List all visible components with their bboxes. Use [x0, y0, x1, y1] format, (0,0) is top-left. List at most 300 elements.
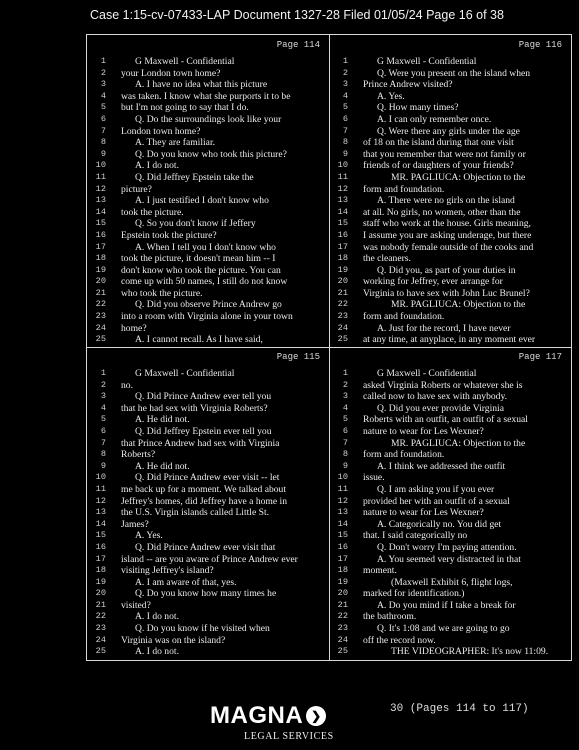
line-text: Q. Were there any girls under the age	[377, 125, 520, 137]
line-text: (Maxwell Exhibit 6, flight logs,	[391, 576, 513, 588]
line-number: 17	[337, 241, 348, 252]
line-text: Q. Do you know how many times he	[135, 588, 277, 600]
line-number: 8	[100, 449, 106, 460]
transcript-page-115	[87, 347, 329, 659]
page-number: Page 115	[276, 352, 320, 362]
line-text: marked for identification.)	[363, 588, 465, 600]
line-text: the bathroom.	[363, 611, 417, 623]
line-text: took the picture.	[121, 206, 184, 218]
transcript-line	[329, 276, 571, 288]
line-text: THE VIDEOGRAPHER: It's now 11:09.	[391, 646, 549, 658]
line-text: of 18 on the island during that one visit	[363, 137, 514, 149]
transcript-line	[87, 114, 329, 126]
line-number: 10	[95, 160, 106, 171]
line-number: 10	[337, 472, 348, 483]
line-text: Q. So you don't know if Jeffery	[135, 218, 256, 230]
line-number: 2	[100, 379, 106, 390]
line-text: Virginia was on the island?	[121, 634, 226, 646]
line-text: Q. Did Jeffrey Epstein ever tell you	[135, 425, 272, 437]
transcript-line	[87, 149, 329, 161]
line-number: 14	[337, 206, 348, 217]
transcript-line	[87, 391, 329, 403]
transcript-line	[87, 56, 329, 68]
line-number: 6	[100, 425, 106, 436]
line-number: 5	[100, 102, 106, 113]
transcript-line	[87, 172, 329, 184]
line-number: 16	[95, 541, 106, 552]
transcript-line	[87, 507, 329, 519]
line-number: 7	[100, 437, 106, 448]
line-text: the cleaners.	[363, 253, 411, 265]
transcript-line	[87, 311, 329, 323]
line-number: 20	[337, 588, 348, 599]
line-text: London town home?	[121, 125, 201, 137]
transcript-line	[87, 184, 329, 196]
line-text: Q. Did Jeffrey Epstein take the	[135, 171, 254, 183]
transcript-line	[87, 160, 329, 172]
line-text: A. They are familiar.	[135, 137, 216, 149]
line-number: 22	[337, 611, 348, 622]
line-text: Q. Did Prince Andrew ever visit -- let	[135, 472, 280, 484]
line-text: me back up for a moment. We talked about	[121, 483, 287, 495]
line-text: A. Categorically no. You did get	[377, 518, 502, 530]
transcript-lines	[87, 56, 329, 346]
line-text: Jeffrey's homes, did Jeffrey have a home in	[121, 495, 288, 507]
line-number: 9	[100, 460, 106, 471]
line-number: 2	[342, 379, 348, 390]
transcript-line	[329, 519, 571, 531]
line-number: 3	[100, 79, 106, 90]
footer-page-range: 30 (Pages 114 to 117)	[390, 703, 529, 715]
transcript-line	[87, 265, 329, 277]
line-text: Q. Do the surroundings look like your	[135, 113, 282, 125]
line-number: 16	[337, 541, 348, 552]
line-text: Q. How many times?	[377, 102, 459, 114]
line-text: Q. Don't worry I'm paying attention.	[377, 541, 517, 553]
line-text: nature to wear for Les Wexner?	[363, 425, 484, 437]
line-number: 21	[95, 287, 106, 298]
transcript-line	[87, 438, 329, 450]
line-number: 15	[337, 530, 348, 541]
line-number: 5	[342, 414, 348, 425]
transcript-line	[87, 276, 329, 288]
line-text: G Maxwell - Confidential	[135, 56, 235, 67]
line-number: 24	[337, 322, 348, 333]
line-text: A. Yes.	[377, 90, 405, 102]
line-number: 23	[95, 623, 106, 634]
line-number: 16	[95, 229, 106, 240]
transcript-line	[329, 160, 571, 172]
line-text: Q. Did you, as part of your duties in	[377, 264, 516, 276]
line-number: 3	[342, 391, 348, 402]
transcript-line	[87, 380, 329, 392]
transcript-line	[329, 565, 571, 577]
line-number: 23	[95, 311, 106, 322]
line-number: 23	[337, 311, 348, 322]
line-text: A. I just testified I don't know who	[135, 195, 269, 207]
line-number: 21	[95, 599, 106, 610]
line-number: 1	[342, 368, 348, 378]
line-number: 11	[337, 483, 348, 494]
line-text: that he had sex with Virginia Roberts?	[121, 402, 268, 414]
transcript-line	[87, 646, 329, 658]
transcript-line	[87, 68, 329, 80]
transcript-line	[87, 368, 329, 380]
transcript-line	[87, 126, 329, 138]
line-number: 4	[100, 90, 106, 101]
line-text: A. He did not.	[135, 460, 190, 472]
transcript-lines	[329, 368, 571, 658]
line-number: 17	[337, 553, 348, 564]
line-text: island -- are you aware of Prince Andrew ever	[121, 553, 298, 565]
line-text: asked Virginia Roberts or whatever she is	[363, 379, 523, 391]
line-number: 17	[95, 241, 106, 252]
line-text: Virginia to have sex with John Luc Brunel?	[363, 287, 530, 299]
transcript-line	[87, 554, 329, 566]
line-text: A. I cannot recall. As I have said,	[135, 334, 263, 346]
transcript-line	[329, 635, 571, 647]
line-number: 14	[95, 206, 106, 217]
line-number: 8	[100, 137, 106, 148]
line-number: 2	[342, 67, 348, 78]
line-text: was nobody female outside of the cooks and	[363, 241, 534, 253]
transcript-line	[87, 334, 329, 346]
line-text: that Prince Andrew had sex with Virginia	[121, 437, 280, 449]
transcript-line	[329, 68, 571, 80]
line-text: home?	[121, 322, 147, 334]
logo-subtitle: LEGAL SERVICES	[244, 731, 334, 742]
line-number: 6	[342, 113, 348, 124]
transcript-line	[329, 496, 571, 508]
line-text: A. I think we addressed the outfit	[377, 460, 506, 472]
transcript-line	[87, 426, 329, 438]
line-text: Q. It's 1:08 and we are going to go	[377, 623, 510, 635]
line-number: 10	[337, 160, 348, 171]
transcript-line	[329, 253, 571, 265]
line-number: 13	[337, 507, 348, 518]
transcript-line	[87, 588, 329, 600]
transcript-line	[87, 611, 329, 623]
line-number: 14	[337, 518, 348, 529]
transcript-line	[329, 79, 571, 91]
line-number: 22	[95, 299, 106, 310]
line-text: Epstein took the picture?	[121, 229, 217, 241]
line-number: 7	[100, 125, 106, 136]
line-text: A. I do not.	[135, 160, 179, 172]
transcript-line	[329, 218, 571, 230]
transcript-line	[87, 461, 329, 473]
line-number: 18	[95, 565, 106, 576]
transcript-line	[329, 299, 571, 311]
line-text: visited?	[121, 599, 151, 611]
line-number: 7	[342, 437, 348, 448]
line-number: 13	[95, 195, 106, 206]
line-text: A. Just for the record, I have never	[377, 322, 511, 334]
line-text: A. I can only remember once.	[377, 113, 492, 125]
line-number: 11	[337, 171, 348, 182]
transcript-page-117	[329, 347, 571, 659]
line-text: MR. PAGLIUCA: Objection to the	[391, 299, 526, 311]
line-text: G Maxwell - Confidential	[377, 368, 477, 379]
line-number: 12	[337, 183, 348, 194]
line-number: 3	[100, 391, 106, 402]
transcript-line	[87, 403, 329, 415]
transcript-line	[329, 507, 571, 519]
line-text: picture?	[121, 183, 152, 195]
line-text: that you remember that were not family or	[363, 148, 526, 160]
transcript-line	[87, 519, 329, 531]
line-text: Roberts with an outfit, an outfit of a sexual	[363, 414, 528, 426]
line-text: your London town home?	[121, 67, 221, 79]
line-number: 23	[337, 623, 348, 634]
page-number: Page 117	[518, 352, 562, 362]
line-number: 19	[95, 264, 106, 275]
line-number: 25	[337, 646, 348, 657]
transcript-line	[329, 207, 571, 219]
line-text: A. I have no idea what this picture	[135, 79, 268, 91]
line-text: moment.	[363, 565, 397, 577]
transcript-line	[87, 242, 329, 254]
line-text: A. There were no girls on the island	[377, 195, 515, 207]
line-number: 1	[100, 368, 106, 378]
transcript-line	[329, 426, 571, 438]
line-text: Prince Andrew visited?	[363, 79, 453, 91]
transcript-line	[87, 253, 329, 265]
line-text: working for Jeffrey, ever arrange for	[363, 276, 503, 288]
line-number: 14	[95, 518, 106, 529]
line-number: 8	[342, 449, 348, 460]
transcript-line	[87, 79, 329, 91]
transcript-line	[329, 449, 571, 461]
line-number: 25	[337, 334, 348, 345]
line-text: Q. Do you know if he visited when	[135, 623, 270, 635]
line-text: G Maxwell - Confidential	[135, 368, 235, 379]
line-text: A. Do you mind if I take a break for	[377, 599, 516, 611]
transcript-line	[329, 195, 571, 207]
line-number: 15	[337, 218, 348, 229]
transcript-line	[87, 542, 329, 554]
transcript-line	[329, 438, 571, 450]
line-number: 22	[95, 611, 106, 622]
line-text: A. I do not.	[135, 611, 179, 623]
line-number: 3	[342, 79, 348, 90]
line-number: 12	[337, 495, 348, 506]
line-number: 25	[95, 646, 106, 657]
page-number: Page 116	[518, 40, 562, 50]
line-number: 4	[342, 90, 348, 101]
transcript-line	[329, 623, 571, 635]
line-text: at all. No girls, no women, other than the	[363, 206, 521, 218]
transcript-line	[329, 542, 571, 554]
transcript-line	[329, 588, 571, 600]
line-number: 19	[337, 576, 348, 587]
line-text: provided her with an outfit of a sexual	[363, 495, 510, 507]
line-number: 20	[95, 588, 106, 599]
transcript-line	[329, 230, 571, 242]
transcript-line	[329, 288, 571, 300]
transcript-line	[87, 230, 329, 242]
line-text: MR. PAGLIUCA: Objection to the	[391, 171, 526, 183]
line-text: Roberts?	[121, 449, 156, 461]
line-number: 13	[337, 195, 348, 206]
line-number: 19	[95, 576, 106, 587]
line-number: 12	[95, 495, 106, 506]
transcript-line	[87, 472, 329, 484]
line-number: 15	[95, 530, 106, 541]
line-text: Q. Were you present on the island when	[377, 67, 531, 79]
transcript-line	[329, 56, 571, 68]
line-number: 2	[100, 67, 106, 78]
transcript-line	[87, 623, 329, 635]
line-text: into a room with Virginia alone in your town	[121, 311, 293, 323]
line-number: 24	[95, 322, 106, 333]
transcript-line	[329, 137, 571, 149]
line-number: 1	[342, 56, 348, 66]
line-text: A. Yes.	[135, 530, 163, 542]
transcript-line	[87, 449, 329, 461]
line-number: 15	[95, 218, 106, 229]
line-number: 6	[342, 425, 348, 436]
transcript-line	[87, 565, 329, 577]
line-text: who took the picture.	[121, 287, 203, 299]
transcript-line	[329, 403, 571, 415]
line-text: took the picture, it doesn't mean him -- I	[121, 253, 276, 265]
line-number: 11	[95, 483, 106, 494]
line-text: A. I am aware of that, yes.	[135, 576, 237, 588]
transcript-line	[87, 484, 329, 496]
transcript-line	[329, 172, 571, 184]
transcript-line	[329, 472, 571, 484]
line-number: 12	[95, 183, 106, 194]
line-text: friends of or daughters of your friends?	[363, 160, 514, 172]
line-text: called now to have sex with anybody.	[363, 391, 508, 403]
line-number: 21	[337, 599, 348, 610]
line-text: Q. Did you observe Prince Andrew go	[135, 299, 282, 311]
transcript-line	[329, 577, 571, 589]
transcript-line	[329, 554, 571, 566]
transcript-line	[329, 461, 571, 473]
line-text: come up with 50 names, I still do not know	[121, 276, 288, 288]
line-number: 1	[100, 56, 106, 66]
line-text: off the record now.	[363, 634, 436, 646]
transcript-lines	[329, 56, 571, 346]
line-number: 5	[342, 102, 348, 113]
line-text: Q. Did Prince Andrew ever visit that	[135, 541, 276, 553]
line-number: 4	[100, 402, 106, 413]
case-header: Case 1:15-cv-07433-LAP Document 1327-28 Filed 01/05/24 Page 16 of 38	[90, 8, 504, 22]
line-number: 20	[95, 276, 106, 287]
magna-logo	[210, 702, 326, 730]
line-text: at any time, at anyplace, in any moment ever	[363, 334, 536, 346]
transcript-line	[87, 102, 329, 114]
line-number: 17	[95, 553, 106, 564]
line-number: 9	[342, 460, 348, 471]
line-text: Q. Did you ever provide Virginia	[377, 402, 504, 414]
transcript-line	[329, 380, 571, 392]
page-number: Page 114	[276, 40, 320, 50]
line-text: A. When I tell you I don't know who	[135, 241, 276, 253]
line-text: Q. Do you know who took this picture?	[135, 148, 287, 160]
transcript-line	[329, 126, 571, 138]
line-number: 25	[95, 334, 106, 345]
line-number: 21	[337, 287, 348, 298]
transcript-line	[87, 530, 329, 542]
line-number: 18	[337, 565, 348, 576]
line-text: I assume you are asking underage, but there	[363, 229, 532, 241]
line-number: 9	[342, 148, 348, 159]
transcript-line	[329, 242, 571, 254]
transcript-grid	[86, 34, 572, 661]
transcript-line	[87, 414, 329, 426]
transcript-line	[329, 102, 571, 114]
line-number: 24	[337, 634, 348, 645]
transcript-line	[329, 184, 571, 196]
line-number: 20	[337, 276, 348, 287]
line-number: 13	[95, 507, 106, 518]
transcript-line	[329, 265, 571, 277]
line-number: 18	[337, 253, 348, 264]
line-number: 6	[100, 113, 106, 124]
line-number: 11	[95, 171, 106, 182]
transcript-line	[87, 496, 329, 508]
transcript-page-114	[87, 35, 329, 347]
line-text: A. You seemed very distracted in that	[377, 553, 521, 565]
transcript-line	[87, 91, 329, 103]
line-number: 4	[342, 402, 348, 413]
line-text: the U.S. Virgin islands called Little St.	[121, 507, 270, 519]
transcript-line	[329, 368, 571, 380]
transcript-line	[87, 207, 329, 219]
line-text: A. I do not.	[135, 646, 179, 658]
line-number: 10	[95, 472, 106, 483]
line-text: nature to wear for Les Wexner?	[363, 507, 484, 519]
line-number: 22	[337, 299, 348, 310]
transcript-line	[329, 530, 571, 542]
line-text: issue.	[363, 472, 385, 484]
transcript-line	[329, 600, 571, 612]
transcript-line	[329, 149, 571, 161]
transcript-page-116	[329, 35, 571, 347]
transcript-line	[87, 195, 329, 207]
logo-word: MAGNA	[210, 702, 304, 729]
line-text: A. He did not.	[135, 414, 190, 426]
line-text: that. I said categorically no	[363, 530, 468, 542]
line-text: was taken. I know what she purports it to be	[121, 90, 291, 102]
transcript-line	[329, 646, 571, 658]
transcript-line	[329, 391, 571, 403]
transcript-line	[329, 334, 571, 346]
line-text: Q. I am asking you if you ever	[377, 483, 495, 495]
line-text: MR. PAGLIUCA: Objection to the	[391, 437, 526, 449]
line-text: James?	[121, 518, 149, 530]
line-number: 19	[337, 264, 348, 275]
line-number: 5	[100, 414, 106, 425]
transcript-line	[87, 137, 329, 149]
line-number: 9	[100, 148, 106, 159]
line-text: form and foundation.	[363, 449, 445, 461]
line-text: visiting Jeffrey's island?	[121, 565, 214, 577]
transcript-line	[329, 114, 571, 126]
transcript-line	[329, 414, 571, 426]
line-text: staff who work at the house. Girls meaning,	[363, 218, 531, 230]
transcript-line	[87, 577, 329, 589]
transcript-line	[87, 635, 329, 647]
transcript-line	[329, 91, 571, 103]
transcript-line	[329, 611, 571, 623]
line-number: 7	[342, 125, 348, 136]
transcript-line	[87, 600, 329, 612]
transcript-line	[87, 288, 329, 300]
